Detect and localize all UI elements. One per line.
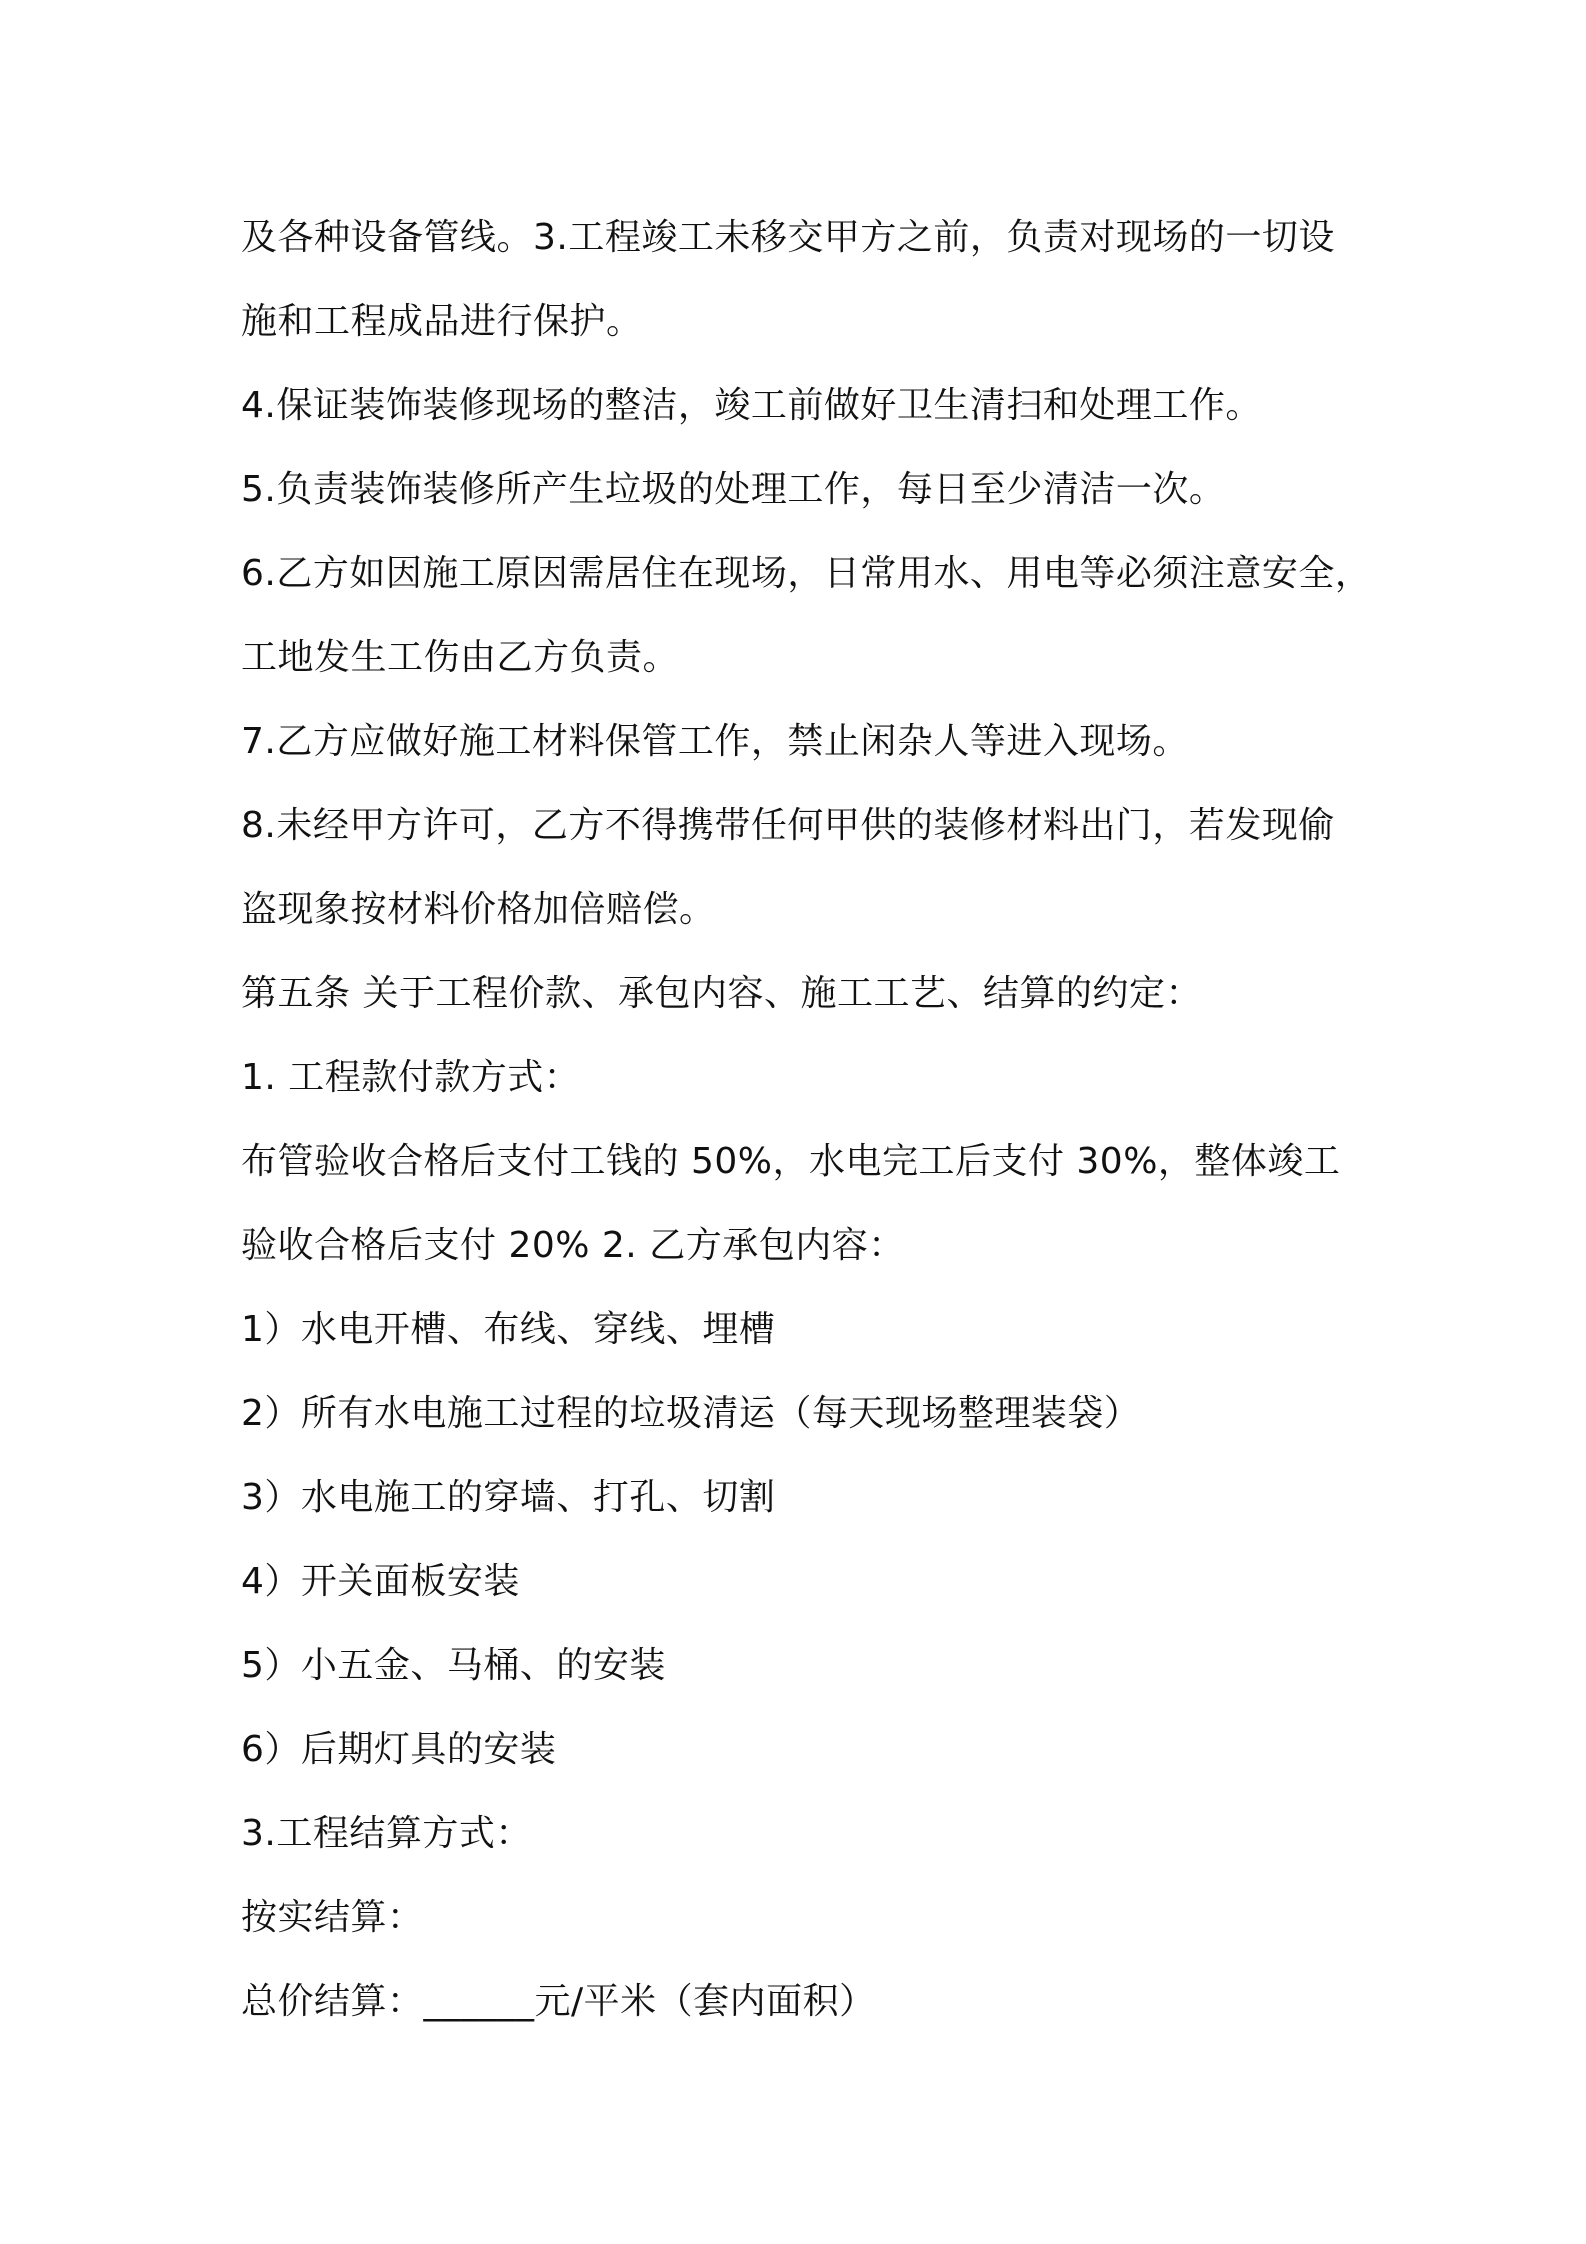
subsection-heading: 1. 工程款付款方式： xyxy=(241,1057,581,1098)
text-line: 7.乙方应做好施工材料保管工作，禁止闲杂人等进入现场。 xyxy=(241,721,1189,762)
text-line: 施和工程成品进行保护。 xyxy=(241,301,643,342)
text-line: 6.乙方如因施工原因需居住在现场，日常用水、用电等必须注意安全， xyxy=(241,553,1372,594)
text-line: 总价结算：______元/平米（套内面积） xyxy=(241,1981,876,2022)
text-line: 8.未经甲方许可，乙方不得携带任何甲供的装修材料出门，若发现偷 xyxy=(241,805,1335,846)
text-line: 工地发生工伤由乙方负责。 xyxy=(241,637,680,678)
list-item: 4）开关面板安装 xyxy=(241,1561,520,1602)
text-line: 布管验收合格后支付工钱的 50%，水电完工后支付 30%，整体竣工 xyxy=(241,1141,1341,1182)
document-body xyxy=(241,196,1372,2044)
list-item: 6）后期灯具的安装 xyxy=(241,1729,557,1770)
section-heading: 第五条 关于工程价款、承包内容、施工工艺、结算的约定： xyxy=(241,973,1202,1014)
subsection-heading: 3.工程结算方式： xyxy=(241,1813,532,1854)
list-item: 3）水电施工的穿墙、打孔、切割 xyxy=(241,1477,776,1518)
list-item: 2）所有水电施工过程的垃圾清运（每天现场整理装袋） xyxy=(241,1393,1141,1434)
text-line: 及各种设备管线。3.工程竣工未移交甲方之前，负责对现场的一切设 xyxy=(241,217,1335,258)
text-line: 5.负责装饰装修所产生垃圾的处理工作，每日至少清洁一次。 xyxy=(241,469,1226,510)
text-line: 验收合格后支付 20% 2. 乙方承包内容： xyxy=(241,1225,905,1266)
text-line: 4.保证装饰装修现场的整洁，竣工前做好卫生清扫和处理工作。 xyxy=(241,385,1262,426)
list-item: 5）小五金、马桶、的安装 xyxy=(241,1645,666,1686)
list-item: 1）水电开槽、布线、穿线、埋槽 xyxy=(241,1309,776,1350)
text-line: 盗现象按材料价格加倍赔偿。 xyxy=(241,889,716,930)
text-line: 按实结算： xyxy=(241,1897,424,1938)
